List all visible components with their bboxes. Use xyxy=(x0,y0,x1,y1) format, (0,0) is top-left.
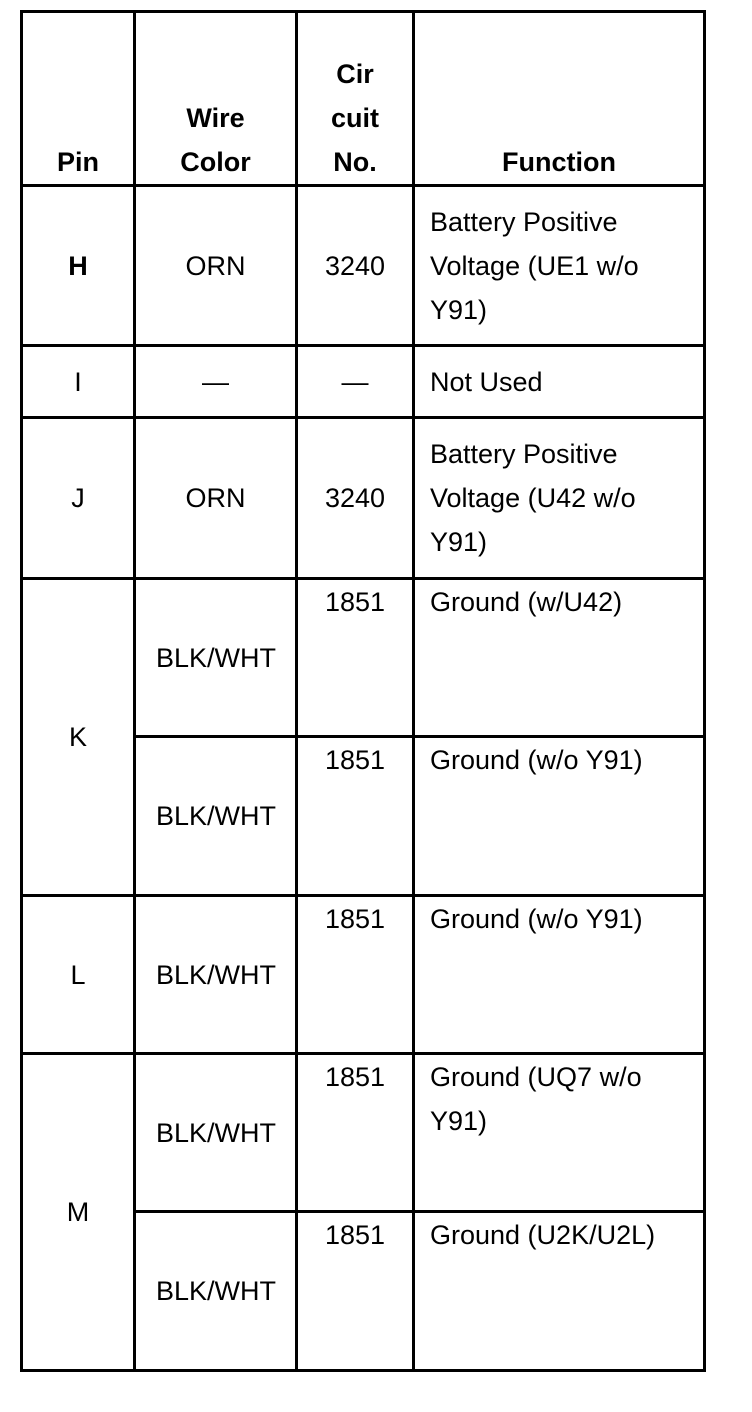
wire-color-cell: BLK/WHT xyxy=(135,737,297,896)
pin-cell: J xyxy=(22,418,135,579)
table-header-row xyxy=(22,12,705,186)
function-cell: Ground (w/o Y91) xyxy=(414,737,705,896)
table-row-pin-i xyxy=(22,346,705,418)
header-circuit-line2: cuit xyxy=(330,103,379,133)
wire-color-cell: — xyxy=(135,346,297,418)
function-cell: Ground (w/U42) xyxy=(414,579,705,737)
table-row-pin-h xyxy=(22,186,705,346)
pin-cell: I xyxy=(22,346,135,418)
wire-color-cell: BLK/WHT xyxy=(135,1212,297,1371)
circuit-cell: — xyxy=(297,346,414,418)
circuit-cell: 1851 xyxy=(297,1054,414,1212)
pin-cell: K xyxy=(22,579,135,896)
function-cell: Not Used xyxy=(414,346,705,418)
circuit-cell: 1851 xyxy=(297,896,414,1054)
header-circuit-line3: No. xyxy=(333,147,377,177)
header-wire-color-line1: Wire xyxy=(186,103,245,133)
table-row-pin-m-a xyxy=(22,1054,705,1212)
table-row-pin-j xyxy=(22,418,705,579)
wire-color-cell: BLK/WHT xyxy=(135,896,297,1054)
circuit-cell: 1851 xyxy=(297,579,414,737)
function-cell: Ground (UQ7 w/o Y91) xyxy=(414,1054,705,1212)
circuit-cell: 3240 xyxy=(297,418,414,579)
function-cell: Battery Positive Voltage (UE1 w/o Y91) xyxy=(414,186,705,346)
table-row-pin-l xyxy=(22,896,705,1054)
wire-color-cell: ORN xyxy=(135,418,297,579)
header-circuit-line1: Cir xyxy=(336,59,374,89)
header-wire-color-line2: Color xyxy=(180,147,251,177)
header-pin: Pin xyxy=(22,12,135,186)
wire-color-cell: BLK/WHT xyxy=(135,1054,297,1212)
circuit-cell: 3240 xyxy=(297,186,414,346)
header-circuit-number xyxy=(297,12,414,186)
header-wire-color xyxy=(135,12,297,186)
wire-color-cell: ORN xyxy=(135,186,297,346)
pin-cell: H xyxy=(22,186,135,346)
circuit-cell: 1851 xyxy=(297,1212,414,1371)
pin-cell: L xyxy=(22,896,135,1054)
wire-color-cell: BLK/WHT xyxy=(135,579,297,737)
circuit-cell: 1851 xyxy=(297,737,414,896)
table-row-pin-k-a xyxy=(22,579,705,737)
function-cell: Battery Positive Voltage (U42 w/o Y91) xyxy=(414,418,705,579)
pin-cell: M xyxy=(22,1054,135,1371)
function-cell: Ground (w/o Y91) xyxy=(414,896,705,1054)
function-cell: Ground (U2K/U2L) xyxy=(414,1212,705,1371)
header-function: Function xyxy=(414,12,705,186)
connector-pinout-table xyxy=(20,10,706,1372)
